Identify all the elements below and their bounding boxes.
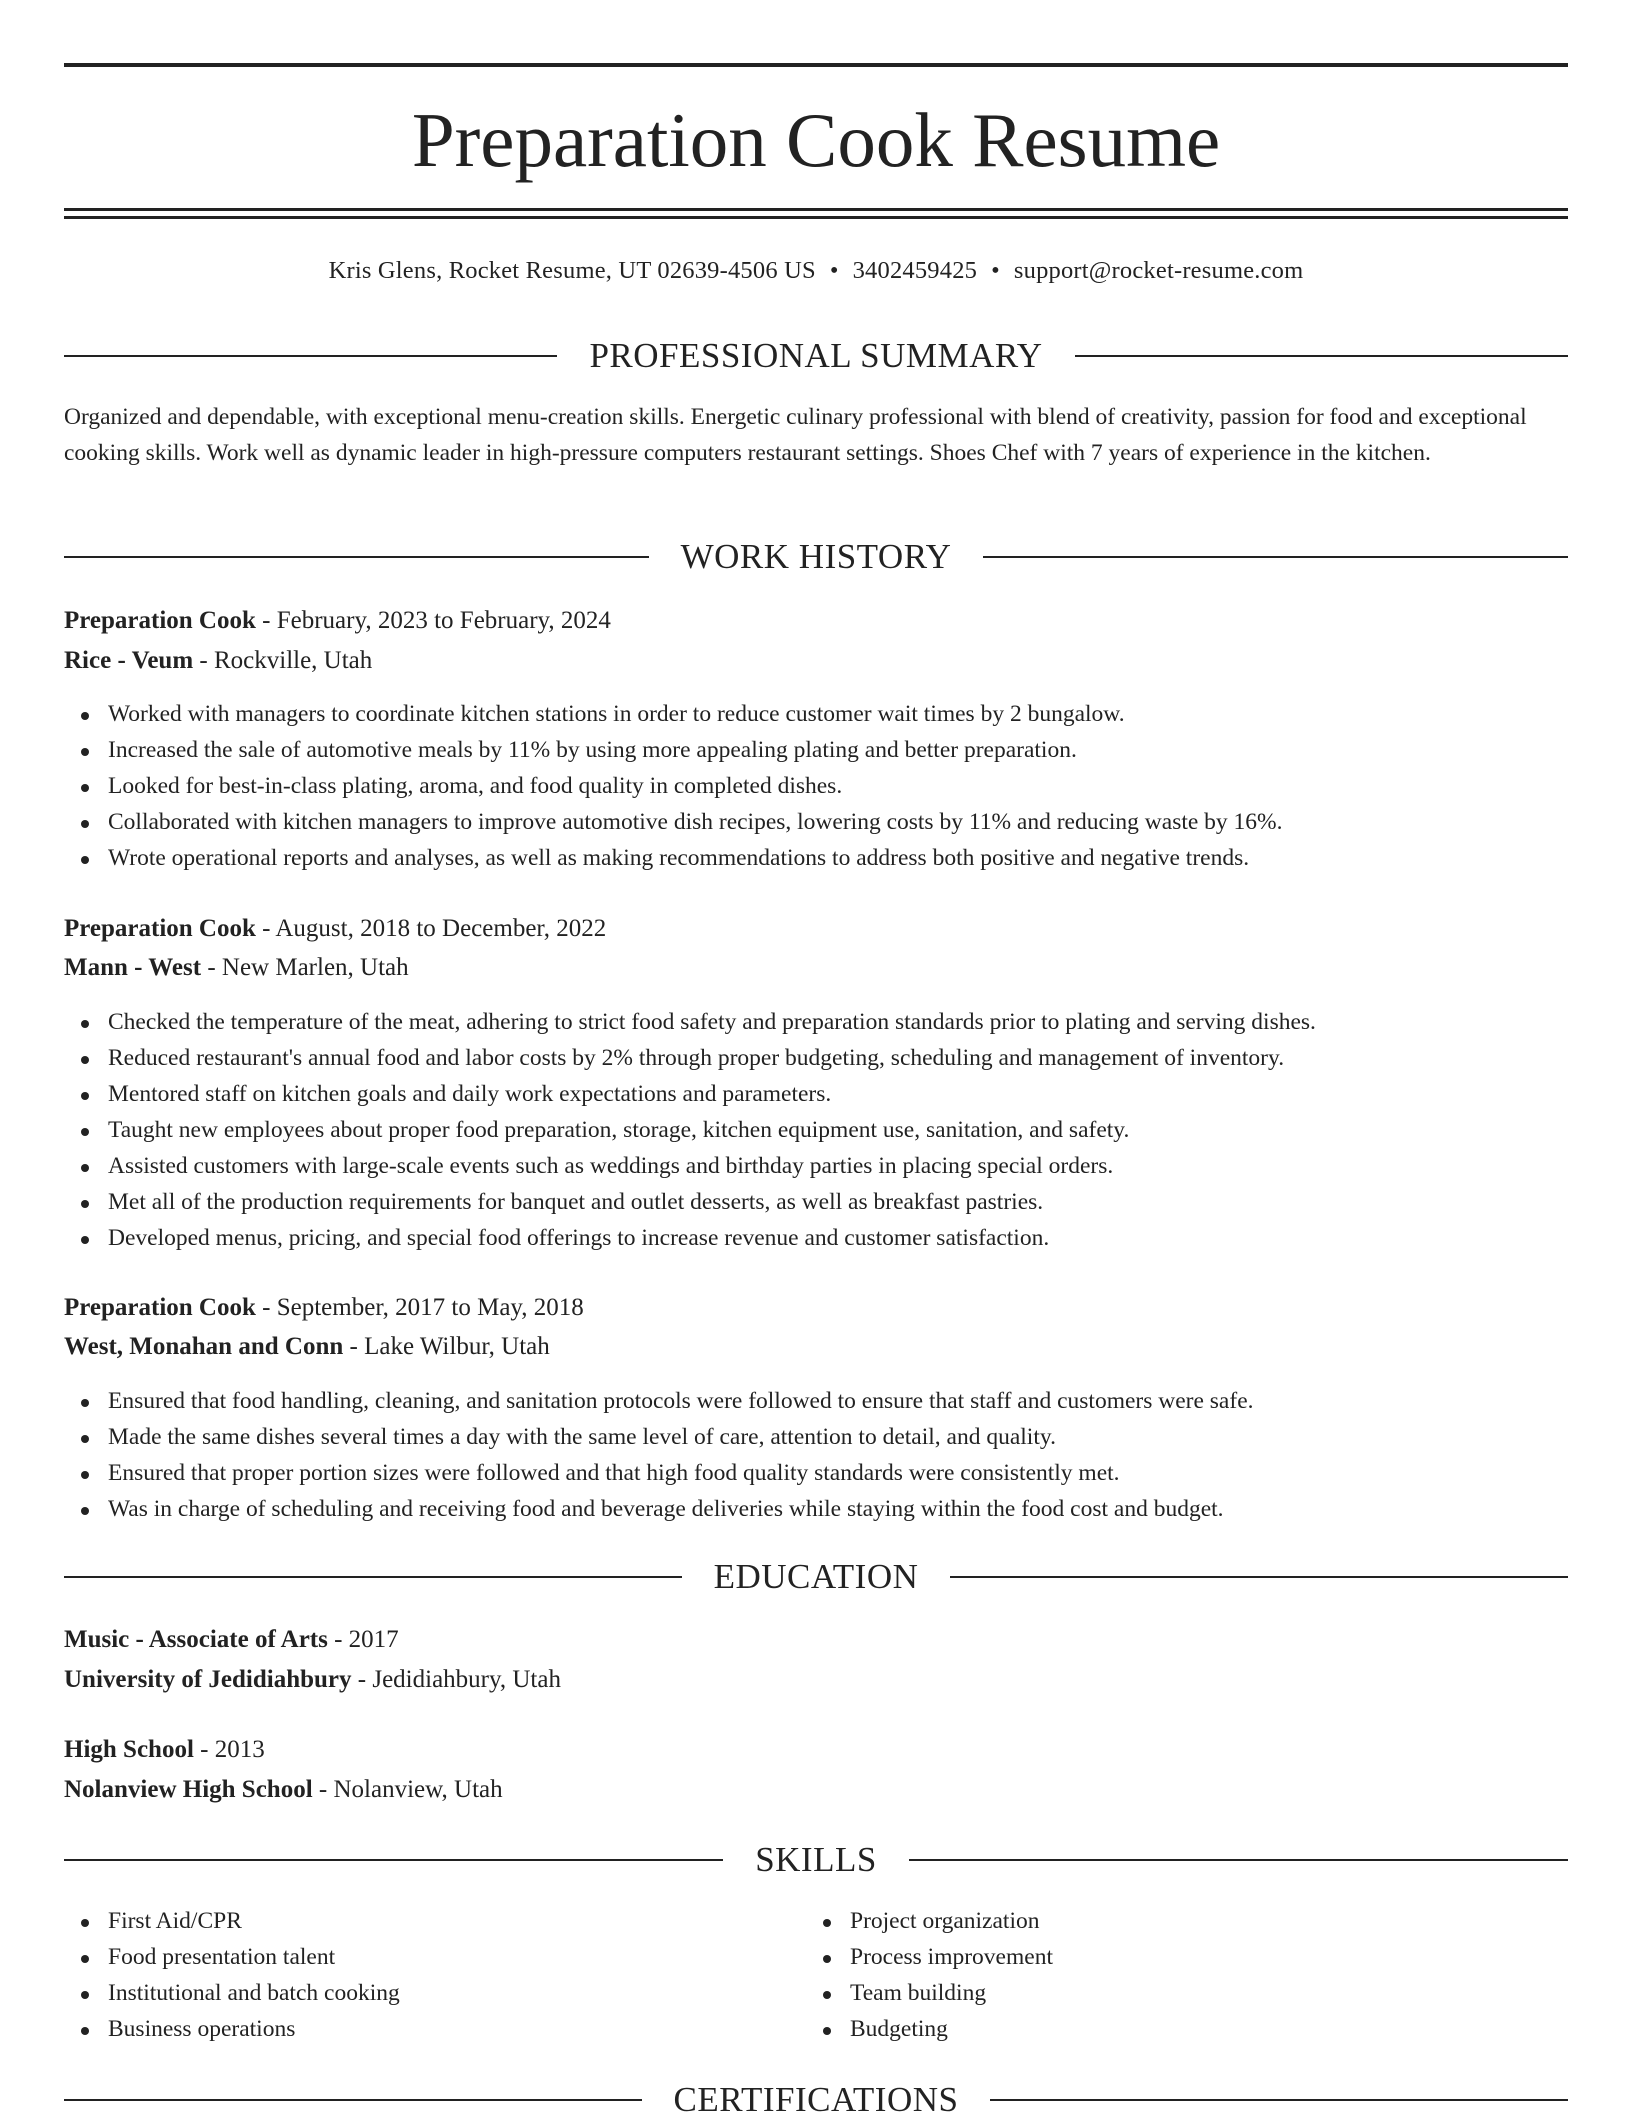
list-item: Mentored staff on kitchen goals and daily work expectations and parameters. (64, 1076, 1568, 1112)
education-school-line (64, 1772, 1568, 1808)
job-bullet-list (64, 1004, 1568, 1256)
section-heading-label: SKILLS (755, 1840, 877, 1879)
job-dates: - February, 2023 to February, 2024 (255, 607, 611, 634)
section-heading-label: EDUCATION (713, 1557, 919, 1596)
job-dates: - August, 2018 to December, 2022 (255, 915, 607, 942)
title-double-rule-lower (64, 216, 1568, 219)
job-bullet-list (64, 1383, 1568, 1527)
job-dates: - September, 2017 to May, 2018 (255, 1294, 584, 1321)
title-double-rule-upper (64, 208, 1568, 211)
education-degree-line (64, 1622, 1568, 1658)
education-school: University of Jedidiahbury (64, 1666, 352, 1693)
job-location: - New Marlen, Utah (201, 954, 409, 981)
list-item: Ensured that proper portion sizes were followed and that high food quality standards were consistently met. (64, 1455, 1568, 1491)
contact-email: support@rocket-resume.com (1013, 257, 1304, 284)
section-heading-label: CERTIFICATIONS (673, 2080, 959, 2119)
contact-separator: • (829, 257, 839, 284)
contact-address: Kris Glens, Rocket Resume, UT 02639-4506 US (328, 257, 816, 284)
skills-list-right (806, 1903, 1506, 2047)
skill-item: Business operations (64, 2011, 764, 2047)
job-title-line (64, 911, 1568, 947)
education-year: - 2017 (327, 1626, 399, 1653)
skill-item: Process improvement (806, 1939, 1506, 1975)
job-employer: Mann - West (64, 954, 202, 981)
section-heading-label: WORK HISTORY (680, 537, 952, 576)
list-item: Assisted customers with large-scale events such as weddings and birthday parties in placing special orders. (64, 1148, 1568, 1184)
education-degree: Music - Associate of Arts (64, 1626, 328, 1653)
list-item: Developed menus, pricing, and special food offerings to increase revenue and customer satisfaction. (64, 1220, 1568, 1256)
section-heading-education (64, 1555, 1568, 1599)
section-heading-summary (64, 334, 1568, 378)
list-item: Looked for best-in-class plating, aroma, and food quality in completed dishes. (64, 768, 1568, 804)
skill-item: Team building (806, 1975, 1506, 2011)
education-location: - Jedidiahbury, Utah (351, 1666, 561, 1693)
list-item: Worked with managers to coordinate kitchen stations in order to reduce customer wait times by 2 bungalow. (64, 696, 1568, 732)
section-heading-skills (64, 1838, 1568, 1882)
list-item: Collaborated with kitchen managers to improve automotive dish recipes, lowering costs by 11% and reducing waste by 16%. (64, 804, 1568, 840)
section-heading-certifications (64, 2078, 1568, 2122)
page-title: Preparation Cook Resume (411, 97, 1221, 183)
list-item: Met all of the production requirements for banquet and outlet desserts, as well as breakfast pastries. (64, 1184, 1568, 1220)
education-location: - Nolanview, Utah (312, 1776, 503, 1803)
list-item: Reduced restaurant's annual food and labor costs by 2% through proper budgeting, scheduling and management of inventory. (64, 1040, 1568, 1076)
job-location: - Lake Wilbur, Utah (343, 1333, 550, 1360)
skill-item: Project organization (806, 1903, 1506, 1939)
education-school-line (64, 1662, 1568, 1698)
job-employer: West, Monahan and Conn (64, 1333, 344, 1360)
education-year: - 2013 (193, 1736, 265, 1763)
skills-list-left (64, 1903, 764, 2047)
section-heading-work-history (64, 535, 1568, 579)
summary-text: Organized and dependable, with exceptional menu-creation skills. Energetic culinary professional with blend of creativity, passion for food and exceptional cooking skills. Work well as dynamic leader in high-pressure computers restaurant settings. Shoes Chef with 7 years of experience in the kitchen. (64, 404, 1527, 466)
list-item: Made the same dishes several times a day with the same level of care, attention to detail, and quality. (64, 1419, 1568, 1455)
education-degree: High School (64, 1736, 194, 1763)
skill-item: Food presentation talent (64, 1939, 764, 1975)
contact-phone: 3402459425 (852, 257, 978, 284)
list-item: Increased the sale of automotive meals by 11% by using more appealing plating and better preparation. (64, 732, 1568, 768)
job-employer-line (64, 950, 1568, 986)
contact-line (0, 254, 1632, 288)
job-bullet-list (64, 696, 1568, 876)
education-school: Nolanview High School (64, 1776, 313, 1803)
job-title: Preparation Cook (64, 915, 256, 942)
skill-item: First Aid/CPR (64, 1903, 764, 1939)
job-title: Preparation Cook (64, 607, 256, 634)
skill-item: Institutional and batch cooking (64, 1975, 764, 2011)
job-title-line (64, 1290, 1568, 1326)
list-item: Checked the temperature of the meat, adhering to strict food safety and preparation standards prior to plating and serving dishes. (64, 1004, 1568, 1040)
contact-separator: • (991, 257, 1000, 284)
list-item: Ensured that food handling, cleaning, and sanitation protocols were followed to ensure that staff and customers were safe. (64, 1383, 1568, 1419)
section-heading-label: PROFESSIONAL SUMMARY (589, 336, 1043, 375)
top-rule (64, 63, 1568, 67)
job-location: - Rockville, Utah (193, 647, 373, 674)
job-employer: Rice - Veum (64, 647, 194, 674)
list-item: Wrote operational reports and analyses, as well as making recommendations to address both positive and negative trends. (64, 840, 1568, 876)
skill-item: Budgeting (806, 2011, 1506, 2047)
list-item: Taught new employees about proper food preparation, storage, kitchen equipment use, sanitation, and safety. (64, 1112, 1568, 1148)
job-title-line (64, 603, 1568, 639)
list-item: Was in charge of scheduling and receiving food and beverage deliveries while staying within the food cost and budget. (64, 1491, 1568, 1527)
job-employer-line (64, 643, 1568, 679)
job-title: Preparation Cook (64, 1294, 256, 1321)
education-degree-line (64, 1732, 1568, 1768)
job-employer-line (64, 1329, 1568, 1365)
